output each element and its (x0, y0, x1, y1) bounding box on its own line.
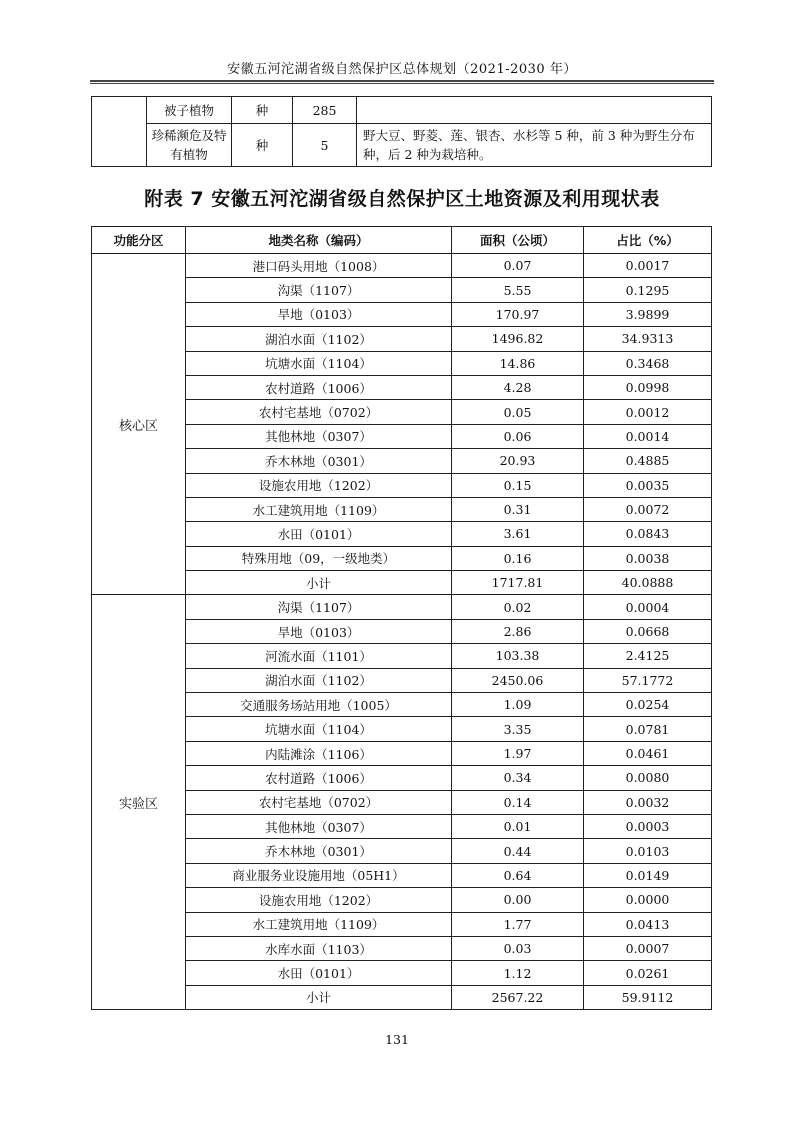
land-type-cell: 农村宅基地（0702） (186, 400, 452, 424)
ratio-cell: 0.0843 (584, 522, 712, 546)
ratio-cell: 0.0103 (584, 839, 712, 863)
land-type-cell: 交通服务场站用地（1005） (186, 693, 452, 717)
ratio-cell: 0.0003 (584, 814, 712, 838)
ratio-cell: 0.0014 (584, 424, 712, 448)
land-use-table (91, 226, 712, 1010)
table-row (92, 595, 712, 619)
land-type-cell: 水田（0101） (186, 961, 452, 985)
land-type-cell: 水工建筑用地（1109） (186, 497, 452, 521)
land-type-cell: 农村道路（1006） (186, 375, 452, 399)
area-cell: 1.77 (452, 912, 584, 936)
table-header-row (92, 227, 712, 254)
area-cell: 0.14 (452, 790, 584, 814)
area-cell: 3.61 (452, 522, 584, 546)
area-cell: 1717.81 (452, 571, 584, 595)
area-cell: 2567.22 (452, 985, 584, 1009)
land-type-cell: 沟渠（1107） (186, 595, 452, 619)
land-type-cell: 农村道路（1006） (186, 766, 452, 790)
land-type-cell: 商业服务业设施用地（05H1） (186, 863, 452, 887)
ratio-cell: 0.0254 (584, 693, 712, 717)
ratio-cell: 0.0781 (584, 717, 712, 741)
area-cell: 3.35 (452, 717, 584, 741)
area-cell: 0.07 (452, 254, 584, 278)
unit-cell: 种 (232, 124, 293, 167)
land-type-cell: 湖泊水面（1102） (186, 327, 452, 351)
table-row (92, 97, 712, 124)
ratio-cell: 0.0000 (584, 888, 712, 912)
area-cell: 1.09 (452, 693, 584, 717)
area-cell: 0.05 (452, 400, 584, 424)
ratio-cell: 57.1772 (584, 668, 712, 692)
area-cell: 0.06 (452, 424, 584, 448)
ratio-cell: 34.9313 (584, 327, 712, 351)
plant-category: 被子植物 (147, 97, 232, 124)
page-number: 131 (385, 1032, 409, 1047)
header-rule (90, 80, 714, 84)
area-cell: 0.31 (452, 497, 584, 521)
ratio-cell: 0.4885 (584, 449, 712, 473)
land-type-cell: 水工建筑用地（1109） (186, 912, 452, 936)
area-cell: 0.03 (452, 936, 584, 960)
area-cell: 0.00 (452, 888, 584, 912)
ratio-cell: 0.0032 (584, 790, 712, 814)
area-cell: 0.01 (452, 814, 584, 838)
area-cell: 0.64 (452, 863, 584, 887)
ratio-cell: 0.0080 (584, 766, 712, 790)
area-cell: 170.97 (452, 302, 584, 326)
page-header: 安徽五河沱湖省级自然保护区总体规划（2021-2030 年） (227, 62, 577, 77)
ratio-cell: 0.0998 (584, 375, 712, 399)
header-land-type: 地类名称（编码） (186, 227, 452, 254)
ratio-cell: 0.0038 (584, 546, 712, 570)
area-cell: 103.38 (452, 644, 584, 668)
ratio-cell: 0.0017 (584, 254, 712, 278)
area-cell: 1.12 (452, 961, 584, 985)
ratio-cell: 0.0004 (584, 595, 712, 619)
area-cell: 0.34 (452, 766, 584, 790)
area-cell: 1496.82 (452, 327, 584, 351)
area-cell: 2450.06 (452, 668, 584, 692)
ratio-cell: 40.0888 (584, 571, 712, 595)
area-cell: 0.15 (452, 473, 584, 497)
land-type-cell: 湖泊水面（1102） (186, 668, 452, 692)
ratio-cell: 3.9899 (584, 302, 712, 326)
area-cell: 0.16 (452, 546, 584, 570)
area-cell: 4.28 (452, 375, 584, 399)
table-title: 附表 7 安徽五河沱湖省级自然保护区土地资源及利用现状表 (144, 188, 660, 210)
land-type-cell: 特殊用地（09，一级地类） (186, 546, 452, 570)
land-type-cell: 沟渠（1107） (186, 278, 452, 302)
ratio-cell: 0.0149 (584, 863, 712, 887)
land-type-cell: 小计 (186, 571, 452, 595)
area-cell: 14.86 (452, 351, 584, 375)
plant-species-table-continued (91, 96, 712, 167)
ratio-cell: 2.4125 (584, 644, 712, 668)
table-row (92, 254, 712, 278)
header-area: 面积（公顷） (452, 227, 584, 254)
zone-cell: 实验区 (92, 595, 186, 1010)
header-zone: 功能分区 (92, 227, 186, 254)
land-type-cell: 小计 (186, 985, 452, 1009)
group-cell-blank (92, 97, 147, 167)
ratio-cell: 59.9112 (584, 985, 712, 1009)
area-cell: 0.44 (452, 839, 584, 863)
land-type-cell: 乔木林地（0301） (186, 449, 452, 473)
land-type-cell: 其他林地（0307） (186, 424, 452, 448)
land-type-cell: 坑塘水面（1104） (186, 351, 452, 375)
ratio-cell: 0.1295 (584, 278, 712, 302)
ratio-cell: 0.0261 (584, 961, 712, 985)
land-type-cell: 旱地（0103） (186, 302, 452, 326)
land-type-cell: 乔木林地（0301） (186, 839, 452, 863)
ratio-cell: 0.0012 (584, 400, 712, 424)
area-cell: 20.93 (452, 449, 584, 473)
land-type-cell: 港口码头用地（1008） (186, 254, 452, 278)
unit-cell: 种 (232, 97, 293, 124)
land-type-cell: 农村宅基地（0702） (186, 790, 452, 814)
plant-category: 珍稀濒危及特有植物 (147, 124, 232, 167)
ratio-cell: 0.0072 (584, 497, 712, 521)
ratio-cell: 0.3468 (584, 351, 712, 375)
land-type-cell: 水库水面（1103） (186, 936, 452, 960)
land-type-cell: 水田（0101） (186, 522, 452, 546)
land-type-cell: 设施农用地（1202） (186, 473, 452, 497)
ratio-cell: 0.0007 (584, 936, 712, 960)
ratio-cell: 0.0461 (584, 741, 712, 765)
note-cell (357, 97, 712, 124)
land-type-cell: 河流水面（1101） (186, 644, 452, 668)
area-cell: 2.86 (452, 619, 584, 643)
area-cell: 1.97 (452, 741, 584, 765)
header-ratio: 占比（%） (584, 227, 712, 254)
ratio-cell: 0.0668 (584, 619, 712, 643)
land-type-cell: 内陆滩涂（1106） (186, 741, 452, 765)
area-cell: 5.55 (452, 278, 584, 302)
count-cell: 5 (293, 124, 357, 167)
land-type-cell: 坑塘水面（1104） (186, 717, 452, 741)
zone-cell: 核心区 (92, 254, 186, 595)
note-cell: 野大豆、野菱、莲、银杏、水杉等 5 种，前 3 种为野生分布种，后 2 种为栽培种。 (357, 124, 712, 167)
ratio-cell: 0.0413 (584, 912, 712, 936)
count-cell: 285 (293, 97, 357, 124)
ratio-cell: 0.0035 (584, 473, 712, 497)
land-type-cell: 设施农用地（1202） (186, 888, 452, 912)
table-row (92, 124, 712, 167)
area-cell: 0.02 (452, 595, 584, 619)
land-type-cell: 旱地（0103） (186, 619, 452, 643)
land-type-cell: 其他林地（0307） (186, 814, 452, 838)
